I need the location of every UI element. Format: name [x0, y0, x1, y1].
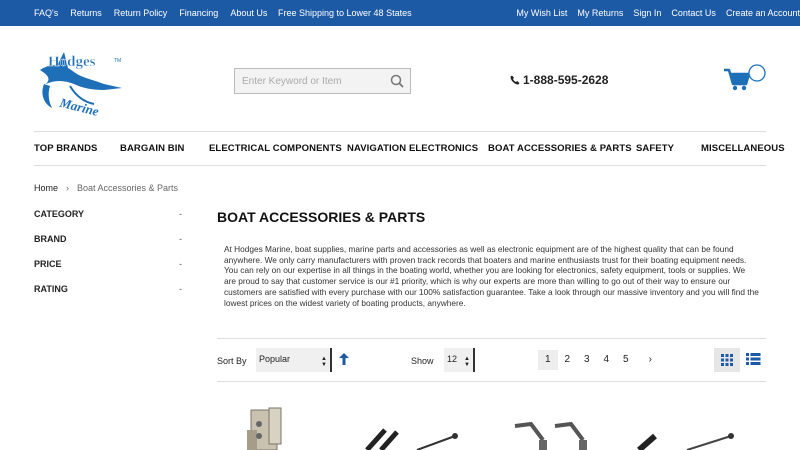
- sort-label: Sort By: [217, 356, 247, 366]
- page-4[interactable]: 4: [603, 354, 610, 365]
- create-account-link[interactable]: Create an Account: [725, 8, 800, 18]
- breadcrumb-home[interactable]: Home: [34, 183, 59, 193]
- limiter-select[interactable]: [444, 348, 475, 372]
- faqs-link[interactable]: FAQ's: [34, 8, 59, 18]
- product-image[interactable]: [627, 400, 747, 450]
- search-input[interactable]: [235, 69, 385, 93]
- filter-label: CATEGORY: [34, 209, 85, 219]
- nav-top-brands[interactable]: TOP BRANDS: [34, 143, 98, 154]
- phone-text: 1-888-595-2628: [523, 73, 609, 87]
- search-box: [234, 68, 411, 94]
- filter-sidebar: [34, 209, 182, 309]
- grid-icon: [714, 348, 740, 372]
- next-page-icon[interactable]: ›: [648, 354, 652, 365]
- page-title: BOAT ACCESSORIES & PARTS: [217, 209, 426, 225]
- list-view-icon[interactable]: [745, 351, 761, 367]
- grid-view-button[interactable]: [714, 348, 740, 372]
- top-bar: [0, 0, 800, 26]
- sort-select[interactable]: [256, 348, 332, 372]
- page-5[interactable]: 5: [622, 354, 629, 365]
- wish-list-link[interactable]: My Wish List: [516, 8, 568, 18]
- nav-boat-accessories[interactable]: BOAT ACCESSORIES & PARTS: [488, 143, 632, 154]
- nav-bargain-bin[interactable]: BARGAIN BIN: [120, 143, 185, 154]
- filter-category[interactable]: [34, 209, 182, 234]
- product-image[interactable]: [357, 400, 467, 450]
- collapse-icon[interactable]: -: [179, 209, 182, 219]
- category-description: At Hodges Marine, boat supplies, marine parts and accessories as well as electronic equipment are of the highest quality that can be found anywhere. We only carry manufacturers with proven track records that boaters and marine enthusiasts trust for their boating equipment needs. You can rely on our expertise in all things in the boating world, whether you are looking for electronics, safety equipment, tools or supplies. We are proud to say that customer service is our #1 priority, which is why our experts are more than willing to go out of their way to ensure our customers are satisfied with every purchase with our 100% satisfaction guarantee. Take a look through our massive inventory and you will find the lowest prices on the widest variety of boating products, anywhere.: [217, 233, 766, 339]
- collapse-icon[interactable]: -: [179, 284, 182, 294]
- show-value: 12: [447, 354, 458, 364]
- collapse-icon[interactable]: -: [179, 259, 182, 269]
- filter-brand[interactable]: [34, 234, 182, 259]
- phone-number[interactable]: [510, 73, 608, 87]
- phone-icon: [510, 75, 520, 85]
- nav-miscellaneous[interactable]: MISCELLANEOUS: [701, 143, 785, 154]
- nav-navigation-electronics[interactable]: NAVIGATION ELECTRONICS: [347, 143, 479, 154]
- product-grid: [217, 400, 766, 450]
- page-3[interactable]: 3: [583, 354, 590, 365]
- nav-electrical-components[interactable]: ELECTRICAL COMPONENTS: [209, 143, 342, 154]
- svg-text:Marine: Marine: [58, 94, 101, 116]
- product-image[interactable]: [509, 400, 599, 450]
- return-policy-link[interactable]: Return Policy: [113, 8, 168, 18]
- select-caret-icon: ▲ ▼: [321, 356, 327, 368]
- search-icon[interactable]: [390, 74, 404, 88]
- financing-link[interactable]: Financing: [179, 8, 219, 18]
- about-us-link[interactable]: About Us: [230, 8, 268, 18]
- chevron-right-icon: ›: [66, 183, 70, 193]
- returns-link[interactable]: Returns: [70, 8, 102, 18]
- main-nav: [34, 131, 785, 166]
- page-1[interactable]: 1: [538, 350, 558, 370]
- contact-us-link[interactable]: Contact Us: [671, 8, 716, 18]
- product-image[interactable]: [231, 400, 301, 450]
- filter-price[interactable]: [34, 259, 182, 284]
- sign-in-link[interactable]: Sign In: [633, 8, 662, 18]
- filter-label: RATING: [34, 284, 68, 294]
- breadcrumb: [34, 183, 178, 193]
- filter-label: PRICE: [34, 259, 62, 269]
- cart-icon[interactable]: [722, 64, 768, 94]
- my-returns-link[interactable]: My Returns: [577, 8, 624, 18]
- cart-count-badge: [749, 65, 765, 81]
- svg-text:TM: TM: [114, 58, 122, 64]
- product-toolbar: [217, 348, 766, 382]
- sort-value: Popular: [259, 354, 291, 364]
- shipping-promo: Free Shipping to Lower 48 States: [278, 8, 412, 18]
- marlin-logo-graphic: [34, 44, 130, 116]
- breadcrumb-current: Boat Accessories & Parts: [77, 183, 179, 193]
- page-2[interactable]: 2: [564, 354, 571, 365]
- select-caret-icon: ▲ ▼: [464, 356, 470, 368]
- hodges-marine-logo[interactable]: [34, 44, 130, 116]
- filter-rating[interactable]: [34, 284, 182, 309]
- svg-text:Hodges: Hodges: [48, 54, 96, 70]
- filter-label: BRAND: [34, 234, 67, 244]
- sort-direction-icon[interactable]: [339, 353, 349, 365]
- pagination: [538, 350, 660, 370]
- nav-safety[interactable]: SAFETY: [636, 143, 675, 154]
- collapse-icon[interactable]: -: [179, 234, 182, 244]
- show-label: Show: [411, 356, 434, 366]
